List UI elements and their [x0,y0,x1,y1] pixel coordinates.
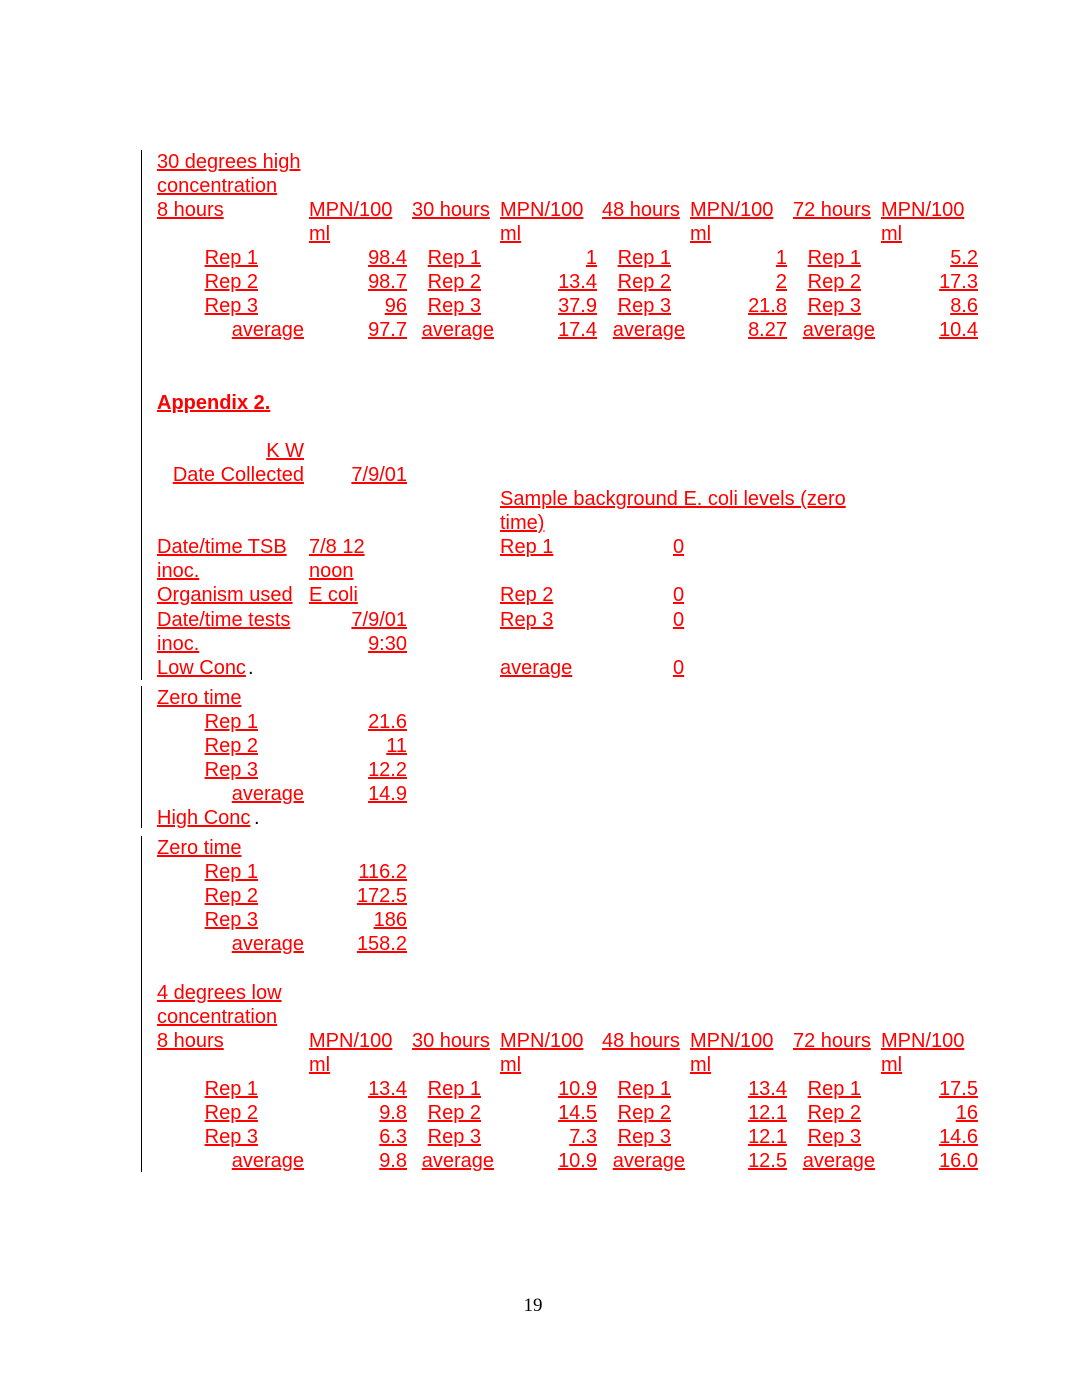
rep-label: Rep 3 [204,1126,258,1148]
rep-label: Rep 1 [427,1078,481,1100]
section-title: 4 degrees low [157,982,282,1004]
tests-value: 7/9/01 [351,609,407,631]
average-label: average [421,1150,494,1172]
rep-label: Rep 3 [427,1126,481,1148]
value-cell: 12.1 [748,1126,787,1148]
unit-suffix: ml [500,223,522,245]
background-title: time) [500,512,545,534]
value-cell: 21.6 [368,711,407,733]
unit-suffix: ml [309,1054,331,1076]
organism-value: E coli [309,584,358,606]
column-header: MPN/100 [690,199,774,221]
rep-label: Rep 2 [807,271,861,293]
value-cell: 97.7 [368,319,407,341]
rep-label: Rep 3 [617,1126,671,1148]
value-cell: 17.4 [558,319,597,341]
value-cell: 9.8 [379,1150,407,1172]
value-cell: 12.1 [748,1102,787,1124]
change-bar [141,836,142,1172]
rep-label: Rep 2 [807,1102,861,1124]
average-label: average [231,1150,304,1172]
value-cell: 9.8 [379,1102,407,1124]
background-average-label: average [500,657,573,679]
column-header: MPN/100 [881,1030,965,1052]
average-label: average [231,783,304,805]
value-cell: 5.2 [950,247,978,269]
unit-suffix: ml [881,1054,903,1076]
value-cell: 8.6 [950,295,978,317]
value-cell: 14.6 [939,1126,978,1148]
unit-suffix: ml [881,223,903,245]
value-cell: 14.9 [368,783,407,805]
column-header: 30 hours [412,199,490,221]
value-cell: 13.4 [748,1078,787,1100]
rep-label: Rep 1 [204,861,258,883]
background-rep-label: Rep 3 [500,609,554,631]
value-cell: 14.5 [558,1102,597,1124]
tests-value: 9:30 [368,633,407,655]
value-cell: 17.3 [939,271,978,293]
zero-time-label: Zero time [157,837,242,859]
rep-label: Rep 2 [204,735,258,757]
section-title: concentration [157,1006,278,1028]
background-title: Sample background E. coli levels (zero [500,488,846,510]
rep-label: Rep 2 [617,271,671,293]
rep-label: Rep 3 [807,1126,861,1148]
background-value: 0 [673,609,685,631]
column-header: MPN/100 [309,1030,393,1052]
rep-label: Rep 3 [204,295,258,317]
unit-suffix: ml [690,1054,712,1076]
column-header: MPN/100 [500,199,584,221]
tsb-value: 7/8 12 [309,536,365,558]
tests-label: inoc. [157,633,200,655]
average-label: average [802,1150,875,1172]
column-header: 30 hours [412,1030,490,1052]
unit-suffix: ml [690,223,712,245]
rep-label: Rep 1 [204,247,258,269]
value-cell: 98.7 [368,271,407,293]
value-cell: 16.0 [939,1150,978,1172]
tests-label: Date/time tests [157,609,291,631]
rep-label: Rep 2 [427,271,481,293]
value-cell: 158.2 [356,933,407,955]
rep-label: Rep 2 [204,1102,258,1124]
kw-label: K W [266,440,304,462]
zero-time-label: Zero time [157,687,242,709]
value-cell: 12.2 [368,759,407,781]
average-label: average [231,319,304,341]
date-collected-label: Date Collected [172,464,304,486]
low-conc-period: . [248,657,254,679]
value-cell: 1 [585,247,597,269]
column-header: MPN/100 [309,199,393,221]
value-cell: 116.2 [358,861,407,883]
column-header: 48 hours [602,1030,680,1052]
low-conc-label: Low Conc [157,657,246,679]
rep-label: Rep 2 [617,1102,671,1124]
rep-label: Rep 2 [204,271,258,293]
value-cell: 17.5 [939,1078,978,1100]
column-header: 72 hours [793,1030,871,1052]
column-header: MPN/100 [690,1030,774,1052]
unit-suffix: ml [500,1054,522,1076]
rep-label: Rep 3 [807,295,861,317]
value-cell: 10.9 [558,1150,597,1172]
change-bar [141,686,142,828]
value-cell: 186 [373,909,407,931]
background-rep-label: Rep 1 [500,536,554,558]
rep-label: Rep 3 [204,759,258,781]
rep-label: Rep 2 [427,1102,481,1124]
rep-label: Rep 1 [617,1078,671,1100]
high-conc-period: . [254,807,260,829]
value-cell: 21.8 [748,295,787,317]
value-cell: 98.4 [368,247,407,269]
unit-suffix: ml [309,223,331,245]
page-number: 19 [523,1295,543,1316]
rep-label: Rep 1 [807,1078,861,1100]
change-bar [141,150,142,680]
column-header: MPN/100 [500,1030,584,1052]
value-cell: 172.5 [356,885,407,907]
high-conc-label: High Conc [157,807,251,829]
rep-label: Rep 2 [204,885,258,907]
average-label: average [231,933,304,955]
value-cell: 13.4 [368,1078,407,1100]
value-cell: 16 [955,1102,978,1124]
value-cell: 10.9 [558,1078,597,1100]
average-label: average [421,319,494,341]
column-header: 48 hours [602,199,680,221]
value-cell: 1 [775,247,787,269]
value-cell: 8.27 [748,319,787,341]
rep-label: Rep 1 [617,247,671,269]
date-collected-value: 7/9/01 [351,464,407,486]
value-cell: 96 [384,295,407,317]
rep-label: Rep 3 [204,909,258,931]
column-header: MPN/100 [881,199,965,221]
column-header: 8 hours [157,1030,224,1052]
section-title: 30 degrees high [157,151,301,173]
column-header: 8 hours [157,199,224,221]
value-cell: 11 [386,735,407,757]
tsb-value: noon [309,560,354,582]
average-label: average [612,319,685,341]
background-value: 0 [673,536,685,558]
rep-label: Rep 1 [807,247,861,269]
value-cell: 10.4 [939,319,978,341]
tsb-label: inoc. [157,560,200,582]
background-rep-label: Rep 2 [500,584,554,606]
background-value: 0 [673,584,685,606]
value-cell: 7.3 [569,1126,597,1148]
rep-label: Rep 3 [617,295,671,317]
section-title: concentration [157,175,278,197]
rep-label: Rep 1 [204,1078,258,1100]
value-cell: 12.5 [748,1150,787,1172]
rep-label: Rep 3 [427,295,481,317]
rep-label: Rep 1 [204,711,258,733]
average-label: average [802,319,875,341]
value-cell: 13.4 [558,271,597,293]
rep-label: Rep 1 [427,247,481,269]
value-cell: 6.3 [379,1126,407,1148]
value-cell: 2 [775,271,787,293]
column-header: 72 hours [793,199,871,221]
appendix-heading: Appendix 2. [157,392,271,414]
tsb-label: Date/time TSB [157,536,287,558]
organism-label: Organism used [157,584,293,606]
background-value: 0 [673,657,685,679]
average-label: average [612,1150,685,1172]
value-cell: 37.9 [558,295,597,317]
